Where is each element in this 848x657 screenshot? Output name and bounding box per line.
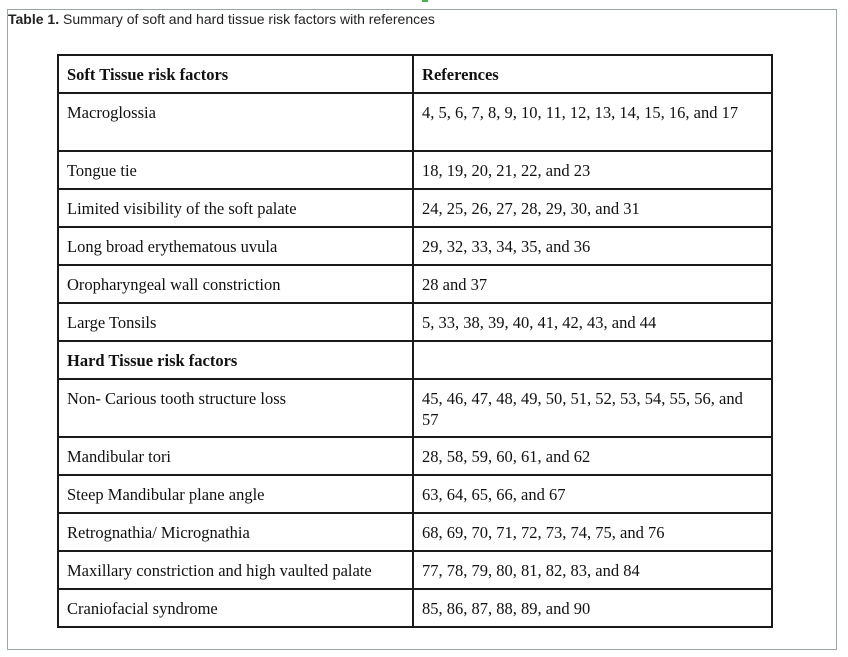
factor-cell: Tongue tie (58, 151, 413, 189)
factor-cell: Mandibular tori (58, 437, 413, 475)
references-cell: 68, 69, 70, 71, 72, 73, 74, 75, and 76 (413, 513, 772, 551)
header-row (58, 55, 772, 93)
references-cell: 28 and 37 (413, 265, 772, 303)
factor-cell: Limited visibility of the soft palate (58, 189, 413, 227)
caption-text: Summary of soft and hard tissue risk factors with references (59, 11, 435, 27)
top-accent-line (422, 0, 428, 2)
references-cell: 24, 25, 26, 27, 28, 29, 30, and 31 (413, 189, 772, 227)
table-row (58, 437, 772, 475)
table-row (58, 227, 772, 265)
references-cell: 45, 46, 47, 48, 49, 50, 51, 52, 53, 54, 55, 56, and 57 (413, 379, 772, 437)
risk-factors-table (57, 54, 773, 628)
table-row (58, 551, 772, 589)
hard-tissue-header-row (58, 341, 772, 379)
table-row (58, 475, 772, 513)
factor-cell: Retrognathia/ Micrognathia (58, 513, 413, 551)
table-caption (8, 11, 435, 27)
factor-cell: Large Tonsils (58, 303, 413, 341)
factor-cell: Oropharyngeal wall constriction (58, 265, 413, 303)
table-row (58, 379, 772, 437)
factor-cell: Macroglossia (58, 93, 413, 151)
caption-label: Table 1. (8, 11, 60, 27)
factor-cell: Steep Mandibular plane angle (58, 475, 413, 513)
table-row (58, 589, 772, 627)
header-references: References (413, 55, 772, 93)
references-cell: 85, 86, 87, 88, 89, and 90 (413, 589, 772, 627)
references-cell: 28, 58, 59, 60, 61, and 62 (413, 437, 772, 475)
references-cell: 77, 78, 79, 80, 81, 82, 83, and 84 (413, 551, 772, 589)
table-row (58, 151, 772, 189)
references-cell: 63, 64, 65, 66, and 67 (413, 475, 772, 513)
table-row (58, 303, 772, 341)
references-cell: 4, 5, 6, 7, 8, 9, 10, 11, 12, 13, 14, 15, 16, and 17 (413, 93, 772, 151)
references-cell: 5, 33, 38, 39, 40, 41, 42, 43, and 44 (413, 303, 772, 341)
factor-cell: Maxillary constriction and high vaulted palate (58, 551, 413, 589)
references-cell: 18, 19, 20, 21, 22, and 23 (413, 151, 772, 189)
table-row (58, 93, 772, 151)
header-hard-tissue: Hard Tissue risk factors (58, 341, 413, 379)
table-row (58, 189, 772, 227)
factor-cell: Non- Carious tooth structure loss (58, 379, 413, 437)
factor-cell: Long broad erythematous uvula (58, 227, 413, 265)
empty-cell (413, 341, 772, 379)
table-row (58, 265, 772, 303)
factor-cell: Craniofacial syndrome (58, 589, 413, 627)
references-cell: 29, 32, 33, 34, 35, and 36 (413, 227, 772, 265)
header-soft-tissue: Soft Tissue risk factors (58, 55, 413, 93)
table-row (58, 513, 772, 551)
